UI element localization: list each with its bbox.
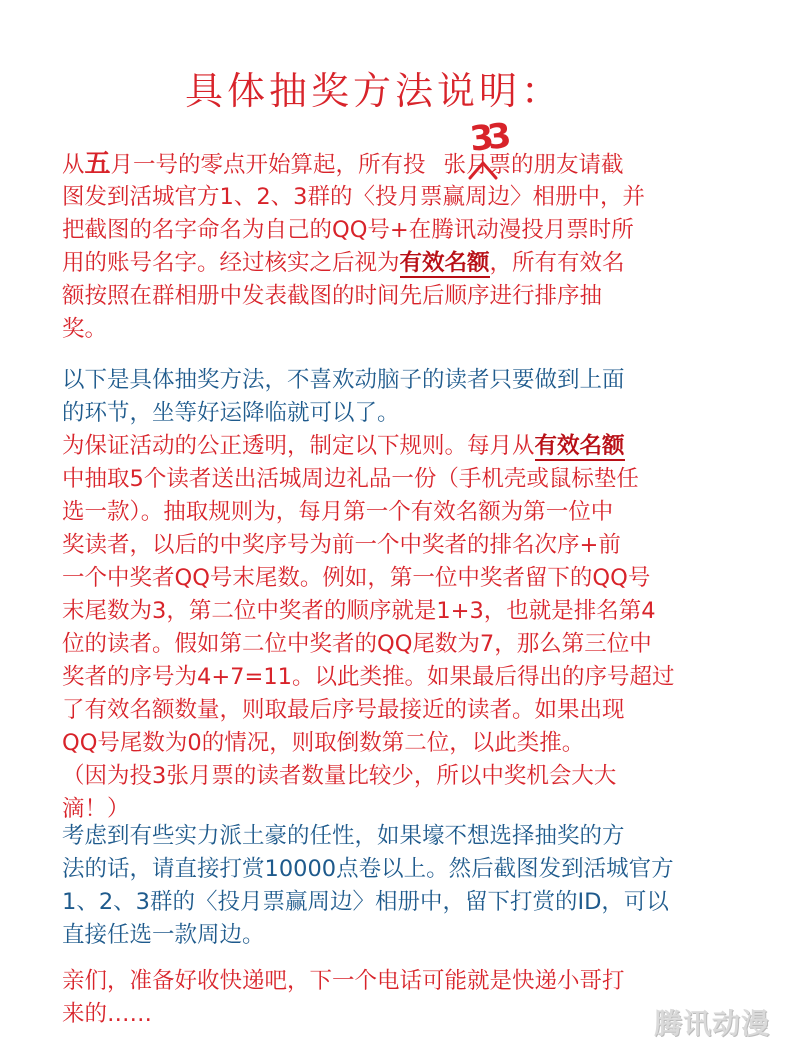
text-line: 了有效名额数量，则取最后序号最接近的读者。如果出现 <box>62 697 625 723</box>
text-line: 考虑到有些实力派土豪的任性，如果壕不想选择抽奖的方 <box>62 823 625 849</box>
text-line: 1、2、3群的〈投月票赢周边〉相册中，留下打赏的ID，可以 <box>62 889 669 915</box>
text-line: 法的话，请直接打赏10000点卷以上。然后截图发到活城官方 <box>62 856 674 882</box>
text-line: 位的读者。假如第二位中奖者的QQ尾数为7，那么第三位中 <box>62 631 652 657</box>
text-line: 图发到活城官方1、2、3群的〈投月票赢周边〉相册中，并 <box>62 184 645 210</box>
text-line: 奖者的序号为4+7=11。以此类推。如果最后得出的序号超过 <box>62 664 675 690</box>
text-line: QQ号尾数为0的情况，则取倒数第二位，以此类推。 <box>62 730 585 756</box>
handwritten-annotation: 33 <box>468 116 508 160</box>
text-segment: ，所有有效名 <box>489 250 625 276</box>
tip-paragraph <box>62 820 762 952</box>
highlight-number: 五 <box>84 149 111 179</box>
text-line: 奖。 <box>62 316 108 342</box>
text-line: 的环节，坐等好运降临就可以了。 <box>62 400 400 426</box>
text-line: 亲们，准备好收快递吧，下一个电话可能就是快递小哥打 <box>62 968 625 994</box>
text-line: 来的…… <box>62 1001 153 1027</box>
rules-paragraph-2 <box>62 430 762 826</box>
rules-paragraph-1 <box>62 148 762 346</box>
text-segment: 月一号的零点开始算起，所有投 <box>110 152 426 178</box>
text-line <box>62 247 762 280</box>
valid-quota-highlight: 有效名额 <box>399 250 490 276</box>
text-line: 直接任选一款周边。 <box>62 922 265 948</box>
text-segment: 张月票的朋友请截 <box>443 152 624 178</box>
text-line: 奖读者，以后的中奖序号为前一个中奖者的排名次序+前 <box>62 532 621 558</box>
watermark-logo: 腾讯动漫 <box>653 1007 770 1040</box>
valid-quota-highlight: 有效名额 <box>534 433 625 459</box>
text-segment: 用的账号名字。经过核实之后视为 <box>62 250 400 276</box>
text-line <box>62 430 762 463</box>
text-line: 滴！） <box>62 796 130 822</box>
text-segment: 从 <box>62 152 85 178</box>
text-line: 把截图的名字命名为自己的QQ号+在腾讯动漫投月票时所 <box>62 217 634 243</box>
page-title: 具体抽奖方法说明： <box>185 69 564 113</box>
text-line: 额按照在群相册中发表截图的时间先后顺序进行排序抽 <box>62 283 603 309</box>
text-line: 选一款）。抽取规则为，每月第一个有效名额为第一位中 <box>62 499 614 525</box>
text-line: 末尾数为3，第二位中奖者的顺序就是1+3，也就是排名第4 <box>62 598 656 624</box>
text-line: （因为投3张月票的读者数量比较少，所以中奖机会大大 <box>62 763 617 789</box>
intro-paragraph <box>62 364 762 430</box>
text-line: 中抽取5个读者送出活城周边礼品一份（手机壳或鼠标垫任 <box>62 466 639 492</box>
text-line: 一个中奖者QQ号末尾数。例如，第一位中奖者留下的QQ号 <box>62 565 651 591</box>
text-segment: 为保证活动的公正透明，制定以下规则。每月从 <box>62 433 535 459</box>
text-line <box>62 148 762 181</box>
text-line: 以下是具体抽奖方法，不喜欢动脑子的读者只要做到上面 <box>62 367 625 393</box>
